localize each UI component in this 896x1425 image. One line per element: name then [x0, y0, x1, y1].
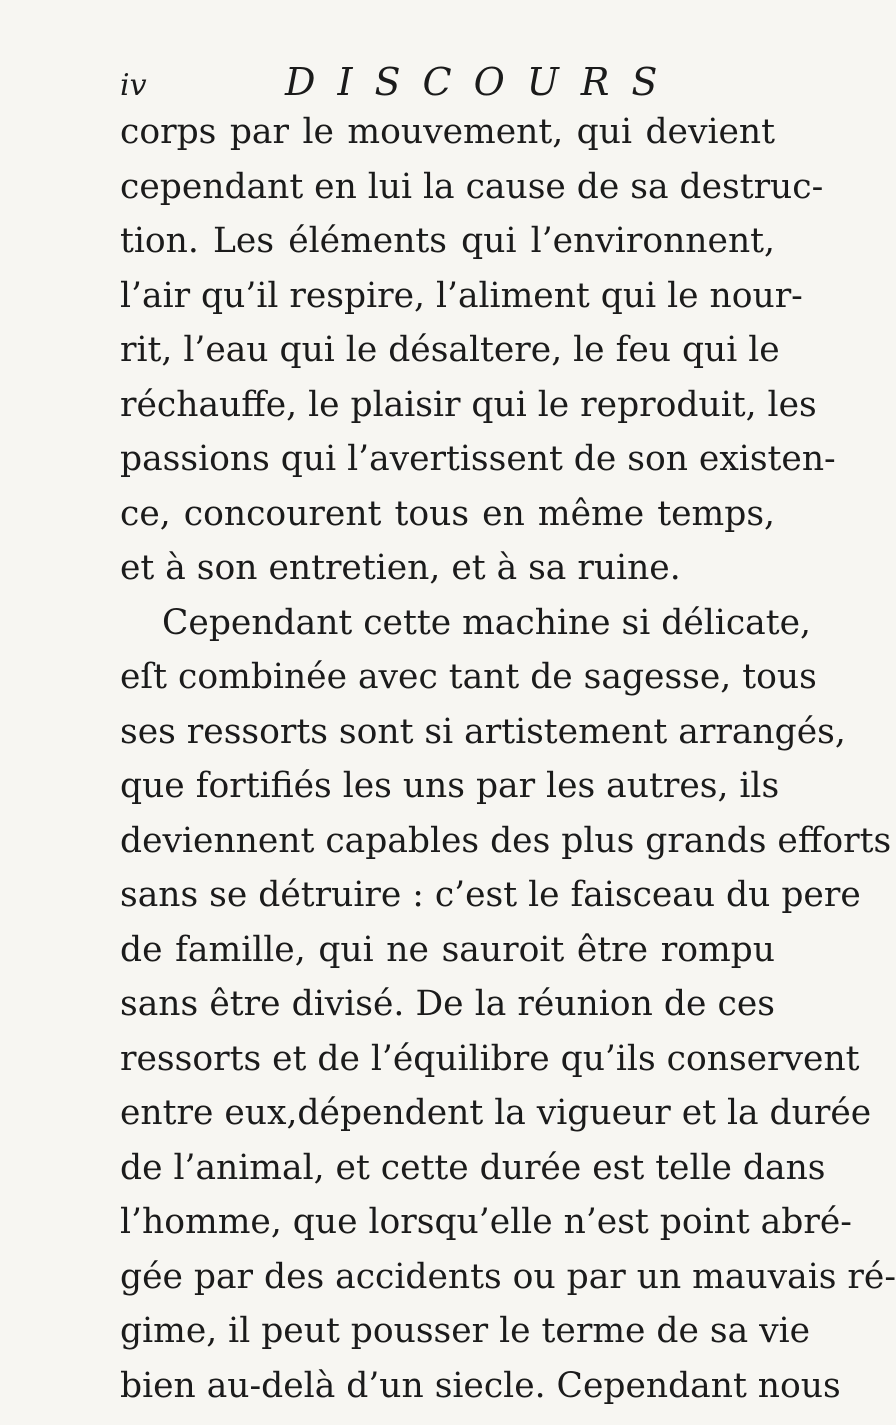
text-line: corps par le mouvement, qui devient	[120, 112, 775, 152]
text-line: deviennent capables des plus grands efforts	[120, 820, 892, 861]
page-header	[120, 60, 760, 108]
text-line: sans être divisé. De la réunion de ces	[120, 984, 775, 1024]
text-line: ses ressorts sont si artistement arrangés,	[120, 711, 846, 752]
running-head: DISCOURS	[285, 60, 680, 104]
text-line: que fortifiés les uns par les autres, ils	[120, 766, 780, 806]
page-number: iv	[120, 68, 147, 103]
text-line: entre eux,dépendent la vigueur et la durée	[120, 1093, 872, 1133]
text-line: réchauffe, le plaisir qui le reproduit, les	[120, 384, 817, 425]
text-line: passions qui l’avertissent de son existen-	[120, 439, 836, 479]
body-text	[120, 105, 896, 1413]
text-line: ce, concourent tous en même temps,	[120, 493, 775, 534]
text-line: rit, l’eau qui le désaltere, le feu qui le	[120, 330, 780, 370]
text-line: cependant en lui la cause de sa destruc-	[120, 166, 824, 207]
text-line: gime, il peut pousser le terme de sa vie	[120, 1311, 811, 1351]
text-line: eſt combinée avec tant de sagesse, tous	[120, 657, 817, 697]
text-line: gée par des accidents ou par un mauvais ré-	[120, 1256, 896, 1297]
text-line: l’homme, que lorsqu’elle n’est point abré-	[120, 1202, 852, 1242]
text-line: ressorts et de l’équilibre qu’ils conservent	[120, 1038, 860, 1079]
text-line: bien au-delà d’un siecle. Cependant nous	[120, 1365, 841, 1406]
paragraph-start-line: Cependant cette machine si délicate,	[162, 602, 811, 643]
text-line: et à son entretien, et à sa ruine.	[120, 548, 681, 588]
text-line: tion. Les éléments qui l’environnent,	[120, 221, 775, 261]
text-line: de l’animal, et cette durée est telle dans	[120, 1147, 826, 1188]
text-line: l’air qu’il respire, l’aliment qui le nour-	[120, 275, 803, 316]
text-line: de famille, qui ne sauroit être rompu	[120, 929, 775, 970]
text-line: sans se détruire : c’est le faisceau du pere	[120, 875, 861, 915]
